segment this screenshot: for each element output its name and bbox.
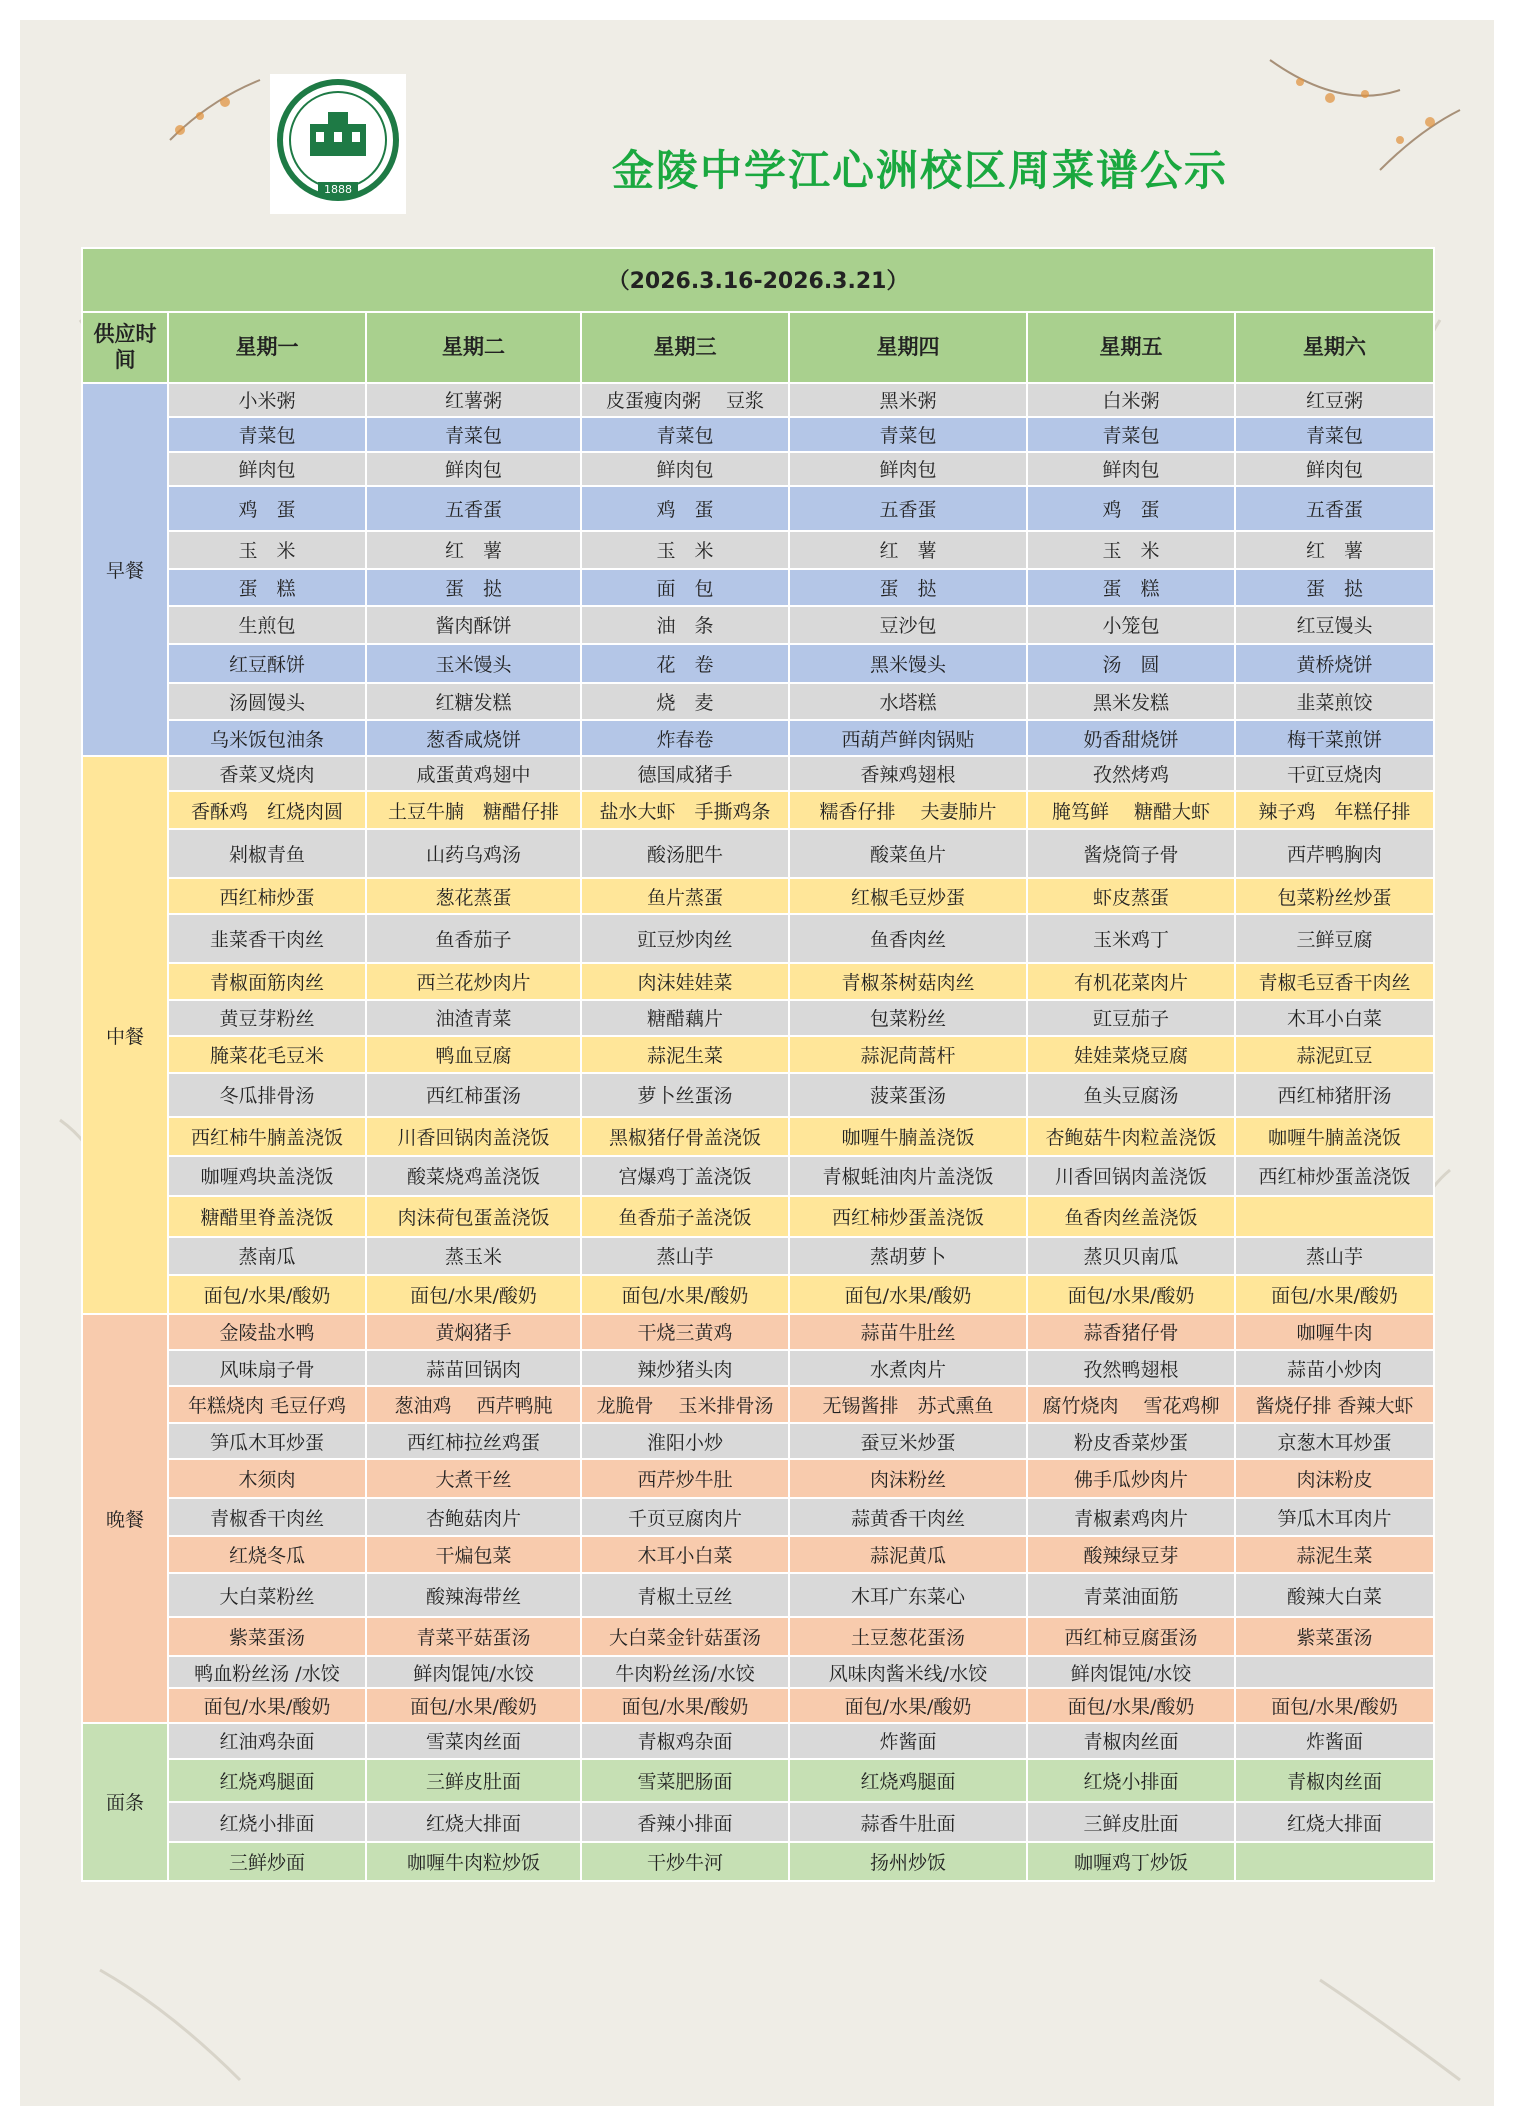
noodles-row xyxy=(82,1802,1434,1843)
menu-cell: 三鲜炒面 xyxy=(168,1842,366,1881)
menu-cell: 虾皮蒸蛋 xyxy=(1027,878,1235,914)
menu-cell: 蒸山芋 xyxy=(581,1237,789,1275)
day-header-thursday: 星期四 xyxy=(789,312,1027,383)
menu-cell: 葱油鸡 西芹鸭肫 xyxy=(366,1386,581,1422)
menu-cell: 鲜肉包 xyxy=(168,452,366,486)
menu-cell: 包菜粉丝炒蛋 xyxy=(1235,878,1434,914)
lunch-row xyxy=(82,1073,1434,1118)
menu-cell: 菠菜蛋汤 xyxy=(789,1073,1027,1118)
menu-cell: 红烧大排面 xyxy=(366,1802,581,1843)
menu-cell: 面包/水果/酸奶 xyxy=(1235,1688,1434,1722)
menu-cell: 有机花菜肉片 xyxy=(1027,963,1235,999)
menu-cell: 龙脆骨 玉米排骨汤 xyxy=(581,1386,789,1422)
menu-cell: 鸡 蛋 xyxy=(168,486,366,531)
menu-cell: 千页豆腐肉片 xyxy=(581,1498,789,1536)
menu-cell: 西红柿炒蛋盖浇饭 xyxy=(789,1196,1027,1237)
menu-cell: 蛋 糕 xyxy=(168,569,366,605)
menu-cell: 西红柿猪肝汤 xyxy=(1235,1073,1434,1118)
logo-year: 1888 xyxy=(324,183,352,196)
lunch-row xyxy=(82,1156,1434,1197)
menu-cell: 肉沫粉丝 xyxy=(789,1459,1027,1497)
menu-cell: 青椒肉丝面 xyxy=(1235,1759,1434,1802)
menu-cell: 青菜油面筋 xyxy=(1027,1573,1235,1618)
menu-cell: 红烧小排面 xyxy=(1027,1759,1235,1802)
menu-cell: 鱼头豆腐汤 xyxy=(1027,1073,1235,1118)
menu-cell: 鲜肉馄饨/水饺 xyxy=(366,1656,581,1688)
lunch-row xyxy=(82,829,1434,878)
menu-cell: 冬瓜排骨汤 xyxy=(168,1073,366,1118)
day-header-monday: 星期一 xyxy=(168,312,366,383)
menu-cell: 红 薯 xyxy=(366,531,581,569)
menu-cell: 鱼香肉丝 xyxy=(789,914,1027,963)
date-range-row xyxy=(82,248,1434,312)
menu-cell: 孜然烤鸡 xyxy=(1027,756,1235,790)
dinner-row xyxy=(82,1688,1434,1722)
menu-cell: 红豆酥饼 xyxy=(168,644,366,682)
menu-cell: 杏鲍菇牛肉粒盖浇饭 xyxy=(1027,1117,1235,1155)
menu-cell: 炸酱面 xyxy=(789,1723,1027,1759)
menu-cell: 咖喱鸡块盖浇饭 xyxy=(168,1156,366,1197)
menu-cell: 无锡酱排 苏式熏鱼 xyxy=(789,1386,1027,1422)
menu-cell: 西红柿炒蛋 xyxy=(168,878,366,914)
header-row xyxy=(82,312,1434,383)
menu-cell: 木耳小白菜 xyxy=(581,1536,789,1572)
menu-cell: 青菜包 xyxy=(168,417,366,451)
menu-cell: 粉皮香菜炒蛋 xyxy=(1027,1423,1235,1459)
menu-cell: 雪菜肥肠面 xyxy=(581,1759,789,1802)
menu-cell: 辣炒猪头肉 xyxy=(581,1350,789,1386)
menu-cell: 大煮干丝 xyxy=(366,1459,581,1497)
menu-cell: 青椒素鸡肉片 xyxy=(1027,1498,1235,1536)
menu-cell: 红烧鸡腿面 xyxy=(789,1759,1027,1802)
menu-cell: 玉 米 xyxy=(581,531,789,569)
dinner-row xyxy=(82,1617,1434,1655)
menu-cell: 咖喱牛腩盖浇饭 xyxy=(789,1117,1027,1155)
menu-cell: 川香回锅肉盖浇饭 xyxy=(366,1117,581,1155)
menu-cell: 蒜泥黄瓜 xyxy=(789,1536,1027,1572)
lunch-row xyxy=(82,1196,1434,1237)
menu-cell: 腌菜花毛豆米 xyxy=(168,1036,366,1072)
menu-cell: 风味肉酱米线/水饺 xyxy=(789,1656,1027,1688)
menu-cell: 青椒毛豆香干肉丝 xyxy=(1235,963,1434,999)
menu-cell xyxy=(1235,1842,1434,1881)
menu-cell: 蒜香牛肚面 xyxy=(789,1802,1027,1843)
menu-cell: 鲜肉包 xyxy=(1027,452,1235,486)
menu-cell: 金陵盐水鸭 xyxy=(168,1314,366,1350)
menu-cell: 酸汤肥牛 xyxy=(581,829,789,878)
menu-cell: 肉沫娃娃菜 xyxy=(581,963,789,999)
menu-cell: 蚕豆米炒蛋 xyxy=(789,1423,1027,1459)
menu-cell: 蒜苗回锅肉 xyxy=(366,1350,581,1386)
menu-cell: 面包/水果/酸奶 xyxy=(581,1275,789,1313)
menu-cell: 青椒面筋肉丝 xyxy=(168,963,366,999)
menu-cell: 韭菜煎饺 xyxy=(1235,683,1434,720)
menu-cell: 鲜肉馄饨/水饺 xyxy=(1027,1656,1235,1688)
menu-cell: 西芹炒牛肚 xyxy=(581,1459,789,1497)
menu-cell: 剁椒青鱼 xyxy=(168,829,366,878)
menu-cell: 大白菜金针菇蛋汤 xyxy=(581,1617,789,1655)
menu-cell: 鱼香茄子盖浇饭 xyxy=(581,1196,789,1237)
section-label-noodles: 面条 xyxy=(82,1723,168,1881)
menu-cell: 青菜包 xyxy=(581,417,789,451)
menu-cell: 白米粥 xyxy=(1027,383,1235,417)
dinner-row xyxy=(82,1386,1434,1422)
menu-cell: 青椒茶树菇肉丝 xyxy=(789,963,1027,999)
menu-cell: 红烧鸡腿面 xyxy=(168,1759,366,1802)
breakfast-row xyxy=(82,452,1434,486)
menu-cell: 川香回锅肉盖浇饭 xyxy=(1027,1156,1235,1197)
menu-cell: 西红柿牛腩盖浇饭 xyxy=(168,1117,366,1155)
day-header-saturday: 星期六 xyxy=(1235,312,1434,383)
menu-cell: 鱼香肉丝盖浇饭 xyxy=(1027,1196,1235,1237)
menu-cell: 青菜包 xyxy=(789,417,1027,451)
menu-cell: 黑米馒头 xyxy=(789,644,1027,682)
menu-cell: 糯香仔排 夫妻肺片 xyxy=(789,791,1027,829)
menu-cell: 红豆粥 xyxy=(1235,383,1434,417)
breakfast-row xyxy=(82,531,1434,569)
menu-cell: 黄焖猪手 xyxy=(366,1314,581,1350)
menu-cell: 土豆牛腩 糖醋仔排 xyxy=(366,791,581,829)
menu-cell: 酸菜鱼片 xyxy=(789,829,1027,878)
menu-cell: 蒜泥茼蒿杆 xyxy=(789,1036,1027,1072)
menu-cell: 香菜叉烧肉 xyxy=(168,756,366,790)
menu-cell: 黄桥烧饼 xyxy=(1235,644,1434,682)
menu-cell: 红烧冬瓜 xyxy=(168,1536,366,1572)
menu-cell: 香酥鸡 红烧肉圆 xyxy=(168,791,366,829)
lunch-row xyxy=(82,756,1434,790)
menu-cell: 酱肉酥饼 xyxy=(366,606,581,644)
menu-cell: 青菜包 xyxy=(1027,417,1235,451)
menu-cell: 蒜泥生菜 xyxy=(1235,1536,1434,1572)
breakfast-row xyxy=(82,606,1434,644)
menu-cell: 肉沫粉皮 xyxy=(1235,1459,1434,1497)
menu-cell: 西红柿拉丝鸡蛋 xyxy=(366,1423,581,1459)
menu-cell: 干豇豆烧肉 xyxy=(1235,756,1434,790)
menu-cell: 香辣鸡翅根 xyxy=(789,756,1027,790)
menu-cell xyxy=(1235,1196,1434,1237)
menu-cell: 鱼片蒸蛋 xyxy=(581,878,789,914)
menu-cell: 红油鸡杂面 xyxy=(168,1723,366,1759)
menu-cell: 蒜黄香干肉丝 xyxy=(789,1498,1027,1536)
menu-cell: 五香蛋 xyxy=(1235,486,1434,531)
menu-cell: 大白菜粉丝 xyxy=(168,1573,366,1618)
menu-cell: 韭菜香干肉丝 xyxy=(168,914,366,963)
noodles-row xyxy=(82,1723,1434,1759)
menu-cell xyxy=(1235,1656,1434,1688)
breakfast-row xyxy=(82,644,1434,682)
menu-cell: 佛手瓜炒肉片 xyxy=(1027,1459,1235,1497)
menu-cell: 香辣小排面 xyxy=(581,1802,789,1843)
breakfast-row xyxy=(82,569,1434,605)
menu-cell: 玉 米 xyxy=(1027,531,1235,569)
menu-cell: 水塔糕 xyxy=(789,683,1027,720)
day-header-friday: 星期五 xyxy=(1027,312,1235,383)
menu-cell: 蒸山芋 xyxy=(1235,1237,1434,1275)
menu-cell: 蛋 挞 xyxy=(366,569,581,605)
menu-cell: 玉 米 xyxy=(168,531,366,569)
menu-cell: 木耳小白菜 xyxy=(1235,1000,1434,1036)
day-header-wednesday: 星期三 xyxy=(581,312,789,383)
page-title: 金陵中学江心洲校区周菜谱公示 xyxy=(611,146,1228,195)
menu-cell: 咖喱牛肉粒炒饭 xyxy=(366,1842,581,1881)
noodles-row xyxy=(82,1759,1434,1802)
menu-cell: 包菜粉丝 xyxy=(789,1000,1027,1036)
section-label-lunch: 中餐 xyxy=(82,756,168,1313)
menu-cell: 奶香甜烧饼 xyxy=(1027,720,1235,756)
menu-cell: 蒜香猪仔骨 xyxy=(1027,1314,1235,1350)
menu-cell: 干烧三黄鸡 xyxy=(581,1314,789,1350)
menu-cell: 笋瓜木耳炒蛋 xyxy=(168,1423,366,1459)
dinner-row xyxy=(82,1459,1434,1497)
menu-cell: 蛋 挞 xyxy=(1235,569,1434,605)
menu-cell: 蒜苗牛肚丝 xyxy=(789,1314,1027,1350)
menu-cell: 豇豆炒肉丝 xyxy=(581,914,789,963)
menu-cell: 咸蛋黄鸡翅中 xyxy=(366,756,581,790)
menu-cell: 西红柿炒蛋盖浇饭 xyxy=(1235,1156,1434,1197)
menu-cell: 鲜肉包 xyxy=(581,452,789,486)
menu-cell: 酱烧筒子骨 xyxy=(1027,829,1235,878)
menu-cell: 鱼香茄子 xyxy=(366,914,581,963)
menu-cell: 蒸玉米 xyxy=(366,1237,581,1275)
menu-cell: 青菜平菇蛋汤 xyxy=(366,1617,581,1655)
menu-cell: 酸辣海带丝 xyxy=(366,1573,581,1618)
menu-cell: 土豆葱花蛋汤 xyxy=(789,1617,1027,1655)
weekly-menu-table xyxy=(81,247,1435,1882)
menu-cell: 皮蛋瘦肉粥 豆浆 xyxy=(581,383,789,417)
menu-cell: 咖喱牛腩盖浇饭 xyxy=(1235,1117,1434,1155)
menu-cell: 红豆馒头 xyxy=(1235,606,1434,644)
menu-cell: 青菜包 xyxy=(1235,417,1434,451)
menu-cell: 面包/水果/酸奶 xyxy=(366,1275,581,1313)
lunch-row xyxy=(82,878,1434,914)
menu-cell: 西红柿蛋汤 xyxy=(366,1073,581,1118)
menu-cell: 青椒香干肉丝 xyxy=(168,1498,366,1536)
menu-cell: 玉米鸡丁 xyxy=(1027,914,1235,963)
menu-cell: 豇豆茄子 xyxy=(1027,1000,1235,1036)
menu-cell: 蒜苗小炒肉 xyxy=(1235,1350,1434,1386)
menu-cell: 木须肉 xyxy=(168,1459,366,1497)
menu-cell: 鲜肉包 xyxy=(1235,452,1434,486)
dinner-row xyxy=(82,1573,1434,1618)
menu-cell: 雪菜肉丝面 xyxy=(366,1723,581,1759)
menu-cell: 鲜肉包 xyxy=(366,452,581,486)
lunch-row xyxy=(82,914,1434,963)
menu-cell: 葱香咸烧饼 xyxy=(366,720,581,756)
dinner-row xyxy=(82,1656,1434,1688)
menu-cell: 小笼包 xyxy=(1027,606,1235,644)
menu-cell: 西红柿豆腐蛋汤 xyxy=(1027,1617,1235,1655)
menu-cell: 淮阳小炒 xyxy=(581,1423,789,1459)
menu-cell: 青椒蚝油肉片盖浇饭 xyxy=(789,1156,1027,1197)
menu-cell: 面包/水果/酸奶 xyxy=(1027,1275,1235,1313)
menu-cell: 红 薯 xyxy=(789,531,1027,569)
menu-cell: 腌笃鲜 糖醋大虾 xyxy=(1027,791,1235,829)
menu-cell: 盐水大虾 手撕鸡条 xyxy=(581,791,789,829)
menu-cell: 黑椒猪仔骨盖浇饭 xyxy=(581,1117,789,1155)
menu-cell: 杏鲍菇肉片 xyxy=(366,1498,581,1536)
menu-cell: 红椒毛豆炒蛋 xyxy=(789,878,1027,914)
menu-cell: 蒸南瓜 xyxy=(168,1237,366,1275)
menu-cell: 面包/水果/酸奶 xyxy=(789,1275,1027,1313)
lunch-row xyxy=(82,1237,1434,1275)
menu-cell: 玉米馒头 xyxy=(366,644,581,682)
menu-cell: 三鲜豆腐 xyxy=(1235,914,1434,963)
menu-cell: 炸春卷 xyxy=(581,720,789,756)
menu-cell: 黑米发糕 xyxy=(1027,683,1235,720)
menu-cell: 面包/水果/酸奶 xyxy=(1235,1275,1434,1313)
menu-cell: 鸭血粉丝汤 /水饺 xyxy=(168,1656,366,1688)
menu-cell: 乌米饭包油条 xyxy=(168,720,366,756)
menu-cell: 蒸贝贝南瓜 xyxy=(1027,1237,1235,1275)
menu-cell: 紫菜蛋汤 xyxy=(168,1617,366,1655)
lunch-row xyxy=(82,1117,1434,1155)
menu-cell: 咖喱鸡丁炒饭 xyxy=(1027,1842,1235,1881)
menu-cell: 肉沫荷包蛋盖浇饭 xyxy=(366,1196,581,1237)
menu-cell: 宫爆鸡丁盖浇饭 xyxy=(581,1156,789,1197)
dinner-row xyxy=(82,1314,1434,1350)
menu-cell: 梅干菜煎饼 xyxy=(1235,720,1434,756)
menu-cell: 京葱木耳炒蛋 xyxy=(1235,1423,1434,1459)
section-label-dinner: 晚餐 xyxy=(82,1314,168,1723)
menu-cell: 萝卜丝蛋汤 xyxy=(581,1073,789,1118)
menu-cell: 炸酱面 xyxy=(1235,1723,1434,1759)
menu-cell: 糖醋藕片 xyxy=(581,1000,789,1036)
menu-cell: 酸辣大白菜 xyxy=(1235,1573,1434,1618)
menu-cell: 面包/水果/酸奶 xyxy=(581,1688,789,1722)
menu-cell: 汤 圆 xyxy=(1027,644,1235,682)
menu-cell: 三鲜皮肚面 xyxy=(366,1759,581,1802)
menu-cell: 酸辣绿豆芽 xyxy=(1027,1536,1235,1572)
menu-cell: 花 卷 xyxy=(581,644,789,682)
breakfast-row xyxy=(82,383,1434,417)
menu-cell: 鸭血豆腐 xyxy=(366,1036,581,1072)
menu-cell: 紫菜蛋汤 xyxy=(1235,1617,1434,1655)
menu-cell: 干炒牛河 xyxy=(581,1842,789,1881)
menu-cell: 糖醋里脊盖浇饭 xyxy=(168,1196,366,1237)
menu-cell: 山药乌鸡汤 xyxy=(366,829,581,878)
dinner-row xyxy=(82,1350,1434,1386)
breakfast-row xyxy=(82,720,1434,756)
lunch-row xyxy=(82,1000,1434,1036)
menu-cell: 水煮肉片 xyxy=(789,1350,1027,1386)
menu-cell: 咖喱牛肉 xyxy=(1235,1314,1434,1350)
menu-cell: 笋瓜木耳肉片 xyxy=(1235,1498,1434,1536)
lunch-row xyxy=(82,1275,1434,1313)
school-logo xyxy=(270,74,406,214)
menu-cell: 面包/水果/酸奶 xyxy=(1027,1688,1235,1722)
menu-cell: 青菜包 xyxy=(366,417,581,451)
lunch-row xyxy=(82,963,1434,999)
time-label-header: 供应时间 xyxy=(82,312,168,383)
menu-cell: 牛肉粉丝汤/水饺 xyxy=(581,1656,789,1688)
menu-cell: 烧 麦 xyxy=(581,683,789,720)
menu-cell: 红薯粥 xyxy=(366,383,581,417)
menu-cell: 黄豆芽粉丝 xyxy=(168,1000,366,1036)
menu-cell: 小米粥 xyxy=(168,383,366,417)
lunch-row xyxy=(82,791,1434,829)
breakfast-row xyxy=(82,486,1434,531)
menu-cell: 红 薯 xyxy=(1235,531,1434,569)
menu-cell: 蛋 糕 xyxy=(1027,569,1235,605)
menu-cell: 鲜肉包 xyxy=(789,452,1027,486)
dinner-row xyxy=(82,1423,1434,1459)
menu-cell: 葱花蒸蛋 xyxy=(366,878,581,914)
menu-cell: 油渣青菜 xyxy=(366,1000,581,1036)
lunch-row xyxy=(82,1036,1434,1072)
menu-cell: 年糕烧肉 毛豆仔鸡 xyxy=(168,1386,366,1422)
menu-cell: 红烧小排面 xyxy=(168,1802,366,1843)
dinner-row xyxy=(82,1498,1434,1536)
menu-cell: 鸡 蛋 xyxy=(581,486,789,531)
menu-cell: 面包/水果/酸奶 xyxy=(366,1688,581,1722)
menu-cell: 黑米粥 xyxy=(789,383,1027,417)
menu-cell: 西兰花炒肉片 xyxy=(366,963,581,999)
menu-cell: 辣子鸡 年糕仔排 xyxy=(1235,791,1434,829)
menu-cell: 鸡 蛋 xyxy=(1027,486,1235,531)
school-emblem-icon xyxy=(270,74,406,214)
menu-cell: 三鲜皮肚面 xyxy=(1027,1802,1235,1843)
menu-cell: 酱烧仔排 香辣大虾 xyxy=(1235,1386,1434,1422)
menu-cell: 风味扇子骨 xyxy=(168,1350,366,1386)
date-range: （2026.3.16-2026.3.21） xyxy=(82,248,1434,312)
breakfast-row xyxy=(82,417,1434,451)
section-label-breakfast: 早餐 xyxy=(82,383,168,757)
menu-cell: 红糖发糕 xyxy=(366,683,581,720)
menu-cell: 豆沙包 xyxy=(789,606,1027,644)
menu-cell: 五香蛋 xyxy=(789,486,1027,531)
noodles-row xyxy=(82,1842,1434,1881)
menu-cell: 腐竹烧肉 雪花鸡柳 xyxy=(1027,1386,1235,1422)
menu-cell: 青椒鸡杂面 xyxy=(581,1723,789,1759)
menu-cell: 木耳广东菜心 xyxy=(789,1573,1027,1618)
menu-cell: 红烧大排面 xyxy=(1235,1802,1434,1843)
menu-cell: 蒸胡萝卜 xyxy=(789,1237,1027,1275)
menu-cell: 蒜泥生菜 xyxy=(581,1036,789,1072)
menu-cell: 德国咸猪手 xyxy=(581,756,789,790)
menu-cell: 青椒土豆丝 xyxy=(581,1573,789,1618)
menu-cell: 青椒肉丝面 xyxy=(1027,1723,1235,1759)
day-header-tuesday: 星期二 xyxy=(366,312,581,383)
menu-cell: 西葫芦鲜肉锅贴 xyxy=(789,720,1027,756)
menu-cell: 扬州炒饭 xyxy=(789,1842,1027,1881)
menu-cell: 娃娃菜烧豆腐 xyxy=(1027,1036,1235,1072)
menu-cell: 五香蛋 xyxy=(366,486,581,531)
dinner-row xyxy=(82,1536,1434,1572)
menu-cell: 干煸包菜 xyxy=(366,1536,581,1572)
menu-cell: 汤圆馒头 xyxy=(168,683,366,720)
menu-cell: 面包/水果/酸奶 xyxy=(789,1688,1027,1722)
menu-cell: 油 条 xyxy=(581,606,789,644)
breakfast-row xyxy=(82,683,1434,720)
menu-cell: 酸菜烧鸡盖浇饭 xyxy=(366,1156,581,1197)
menu-cell: 面 包 xyxy=(581,569,789,605)
menu-cell: 蒜泥豇豆 xyxy=(1235,1036,1434,1072)
menu-cell: 蛋 挞 xyxy=(789,569,1027,605)
menu-cell: 面包/水果/酸奶 xyxy=(168,1688,366,1722)
menu-cell: 孜然鸭翅根 xyxy=(1027,1350,1235,1386)
menu-cell: 生煎包 xyxy=(168,606,366,644)
menu-cell: 西芹鸭胸肉 xyxy=(1235,829,1434,878)
menu-cell: 面包/水果/酸奶 xyxy=(168,1275,366,1313)
